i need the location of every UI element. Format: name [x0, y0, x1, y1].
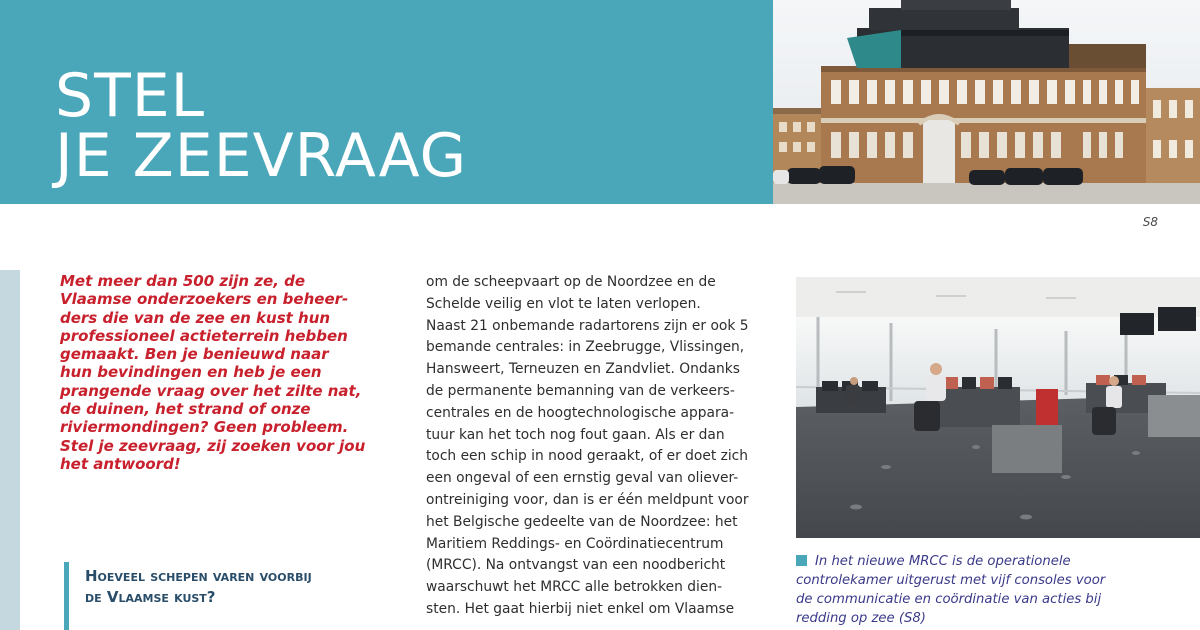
intro-line: prangende vraag over het zilte nat, — [60, 381, 362, 400]
intro-line: gemaakt. Ben je benieuwd naar — [60, 345, 329, 364]
body-line: (MRCC). Na ontvangst van een noodbericht — [426, 557, 726, 574]
caption-line: redding op zee (S8) — [796, 611, 926, 626]
caption-line: controlekamer uitgerust met vijf consoles voor — [796, 573, 1106, 588]
question-box — [64, 562, 394, 630]
body-line: Hansweert, Terneuzen en Zandvliet. Ondanks — [426, 361, 740, 378]
question-line: de Vlaamse kust? — [85, 588, 216, 606]
caption-line — [796, 552, 1200, 571]
caption-line: de communicatie en coördinatie van acties bij — [796, 592, 1102, 607]
intro-line: Met meer dan 500 zijn ze, de — [60, 272, 306, 290]
body-line: het Belgische gedeelte van de Noordzee: het — [426, 513, 738, 530]
body-line: centrales en de hoogtechnologische appara- — [426, 404, 735, 421]
body-line: Naast 21 onbemande radartorens zijn er ook 5 — [426, 317, 749, 334]
intro-line: professioneel actieterrein hebben — [60, 326, 348, 345]
intro-line: riviermondingen? Geen probleem. — [60, 418, 349, 437]
body-line: Maritiem Reddings- en Coördinatiecentrum — [426, 535, 724, 552]
photo-caption — [796, 552, 1200, 628]
body-line: Schelde veilig en vlot te laten verlopen. — [426, 295, 701, 312]
intro-line: Stel je zeevraag, zij zoeken voor jou — [60, 436, 366, 455]
control-room-photo — [796, 277, 1200, 538]
question-line: Hoeveel schepen varen voorbij — [85, 567, 312, 585]
caption-square-icon — [796, 555, 807, 566]
intro-line: het antwoord! — [60, 454, 181, 473]
page-title-line2: JE ZEEVRAAG — [55, 121, 468, 191]
body-line: waarschuwt het MRCC alle betrokken dien- — [426, 579, 723, 596]
body-line: de permanente bemanning van de verkeers- — [426, 382, 735, 399]
intro-line: de duinen, het strand of onze — [60, 400, 311, 419]
body-text-column — [426, 272, 776, 621]
body-line: een ongeval of een ernstig geval van oliever- — [426, 470, 739, 487]
building-photo — [773, 0, 1200, 204]
question-heading — [85, 566, 312, 608]
caption-line-text: In het nieuwe MRCC is de operationele — [815, 554, 1071, 569]
body-line: bemande centrales: in Zeebrugge, Vlissingen, — [426, 339, 745, 356]
left-accent-bar — [0, 270, 20, 630]
body-line: ontreiniging voor, dan is er één meldpunt voor — [426, 491, 749, 508]
intro-line: Vlaamse onderzoekers en beheer- — [60, 290, 349, 309]
body-line: tuur kan het toch nog fout gaan. Als er dan — [426, 426, 725, 443]
page-reference: S8 — [1142, 215, 1158, 229]
intro-line: hun bevindingen en heb je een — [60, 363, 322, 382]
intro-line: ders die van de zee en kust hun — [60, 308, 331, 327]
page-title-line1: STEL — [55, 61, 206, 131]
title-band — [0, 0, 773, 204]
body-line: om de scheepvaart op de Noordzee en de — [426, 274, 716, 290]
intro-paragraph — [60, 272, 410, 473]
body-line: sten. Het gaat hierbij niet enkel om Vlaamse — [426, 600, 735, 617]
body-line: toch een schip in nood geraakt, of er doet zich — [426, 448, 749, 465]
